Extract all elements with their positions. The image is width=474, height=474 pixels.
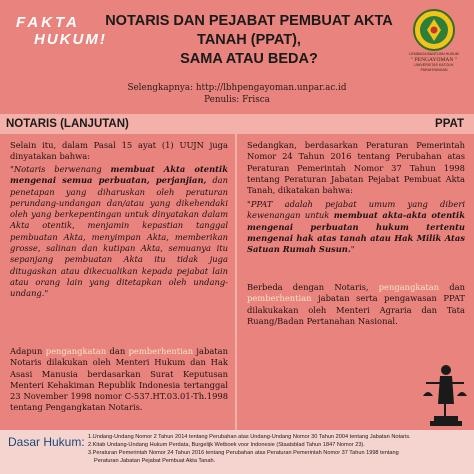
left-quote [10, 164, 228, 300]
seal-icon [412, 8, 456, 52]
logo-top-text: LEMBAGA BANTUAN HUKUM [409, 52, 459, 56]
fakta-label: FAKTA [16, 14, 80, 31]
reference-item: 1.Undang-Undang Nomor 2 Tahun 2014 tentang Perubahan atas Undang-Undang Nomor 30 Tahun 2004 tentang Jabatan Notaris. [88, 434, 411, 440]
justice-statue-icon [420, 360, 470, 428]
right-p3-highlight-2: pemberhentian [247, 293, 312, 304]
left-p3-b: dan [106, 346, 129, 356]
source-link[interactable]: Selengkapnya: http://lbhpengayoman.unpar.ac.id [127, 83, 347, 93]
right-p3-b: dan [439, 282, 465, 292]
reference-item: 2.Kitab Undang-Undang Hukum Perdata, Burgelijk Wetboek voor Indonesie (Staatsblad Tahun 1847 Nomor 23). [88, 442, 365, 448]
lbh-logo [404, 8, 464, 78]
page-title [104, 12, 394, 69]
left-para-3 [10, 346, 228, 414]
reference-item: Peraturan Jabatan Pejabat Pembuat Akta Tanah. [94, 458, 216, 464]
left-p3-highlight-1: pengangkatan [45, 346, 107, 356]
header [0, 0, 474, 110]
notaris-heading: NOTARIS (LANJUTAN) [0, 114, 235, 134]
hukum-label: HUKUM! [34, 31, 107, 48]
ppat-heading: PPAT [237, 114, 474, 134]
reference-item: 3.Peraturan Pemerintah Nomor 24 Tahun 2016 tentang Perubahan atas Peraturan Pemerintah Nomor 37 Tahun 1998 tentang [88, 450, 399, 456]
fakta-hukum-badge [12, 14, 107, 64]
legal-references [88, 433, 468, 465]
dasar-hukum-label: Dasar Hukum: [8, 435, 85, 449]
logo-name: " PENGAYOMAN " [411, 57, 457, 63]
left-quote-bold: membuat Akta otentik mengenai semua perbuatan, perjanjian, [10, 164, 228, 186]
left-quote-c: dan penetapan yang diharuskan oleh peraturan perundang-undangan dan/atau yang dikehendaki oleh yang berkepentingan untuk dinyatakan dalam Akta otentik, menjamin kepastian tanggal pembuatan Akta, menyimpan Akta, memberikan grosse, salinan dan kutipan Akta, semuanya itu sepanjang pembuatan Akta itu tidak juga ditugaskan atau dikecualikan kepada pejabat lain atau orang lain yang ditetapkan oleh undang-undang." [10, 175, 229, 299]
right-quote-c: " [350, 244, 355, 255]
right-quote-a: "PPAT adalah pejabat umum yang diberi kewenangan untuk [247, 199, 465, 221]
column-divider [235, 114, 237, 430]
right-para-3 [247, 282, 465, 327]
right-p3-c: jabatan serta pengawasan PPAT dilakukakan oleh Menteri Agraria dan Tata Ruang/Badan Pertanahan Nasional. [247, 293, 465, 326]
left-p3-highlight-2: pemberhentian [128, 346, 194, 356]
left-quote-a: "Notaris berwenang [10, 164, 111, 174]
writer-credit: Penulis: Frisca [204, 95, 270, 105]
title-line-1: NOTARIS DAN PEJABAT PEMBUAT AKTA [105, 13, 393, 29]
left-para-1: Selain itu, dalam Pasal 15 ayat (1) UUJN juga dinyatakan bahwa: [10, 140, 228, 162]
left-p3-a: Adapun [10, 346, 46, 356]
right-p3-highlight-1: pengangkatan [378, 282, 440, 292]
right-para-1: Sedangkan, berdasarkan Peraturan Pemerintah Nomor 24 Tahun 2016 tentang Perubahan atas Peraturan Pemerintah Nomor 37 Tahun 1998 tentang Peraturan Jabatan Pejabat Pembuat Akta Tanah, dikatakan bahwa: [247, 140, 465, 196]
right-quote-bold: membuat akta-akta otentik mengenai perbuatan hukum tertentu mengenai hak atas tanah atau Hak Milik Atas Satuan Rumah Susun. [247, 210, 465, 255]
logo-sub-text: UNIVERSITAS KATOLIK PARAHYANGAN [414, 63, 454, 72]
title-line-2: TANAH (PPAT), [197, 32, 301, 48]
source-info [0, 82, 474, 106]
right-quote [247, 199, 465, 255]
right-p3-a: Berbeda dengan Notaris, [247, 282, 379, 292]
left-p3-c: jabatan Notaris dilakukan oleh Menteri Hukum dan Hak Asasi Manusia berdasarkan Surat Keputusan Menteri Kehakiman Republik Indonesia tertanggal 23 November 1998 nomor C-537.HT.03.01-Th.1998 tentang Pengangkatan Notaris. [10, 346, 229, 413]
title-line-3: SAMA ATAU BEDA? [180, 51, 318, 67]
